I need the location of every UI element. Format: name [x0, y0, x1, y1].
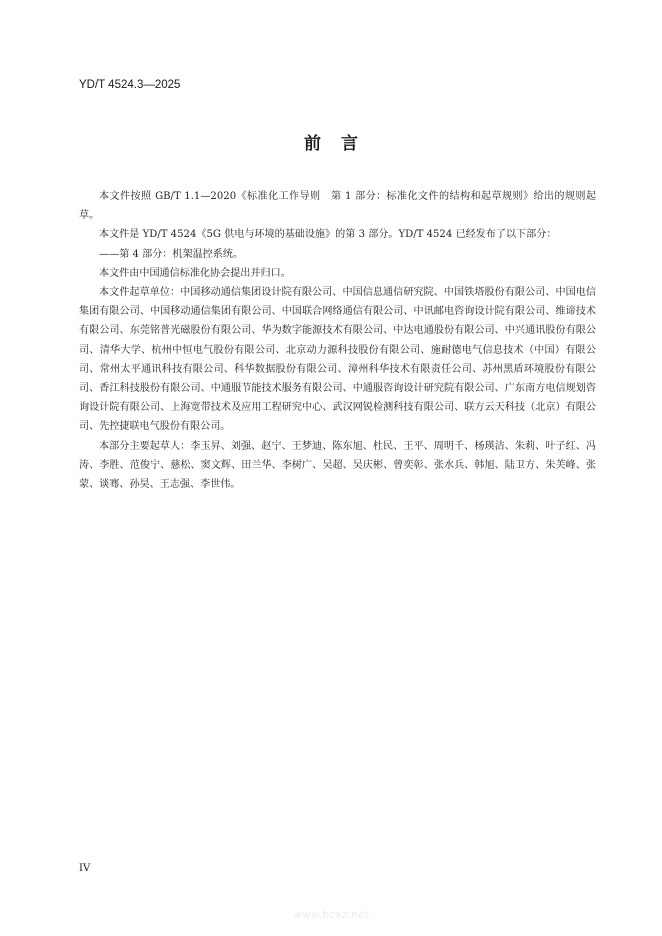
paragraph-drafting-units: 本文件起草单位：中国移动通信集团设计院有限公司、中国信息通信研究院、中国铁塔股份有限公司、中国电信集团有限公司、中国移动通信集团有限公司、中国联合网络通信有限公司、中讯邮电咨询设计院有限公司、维谛技术有限公司、东莞铭普光磁股份有限公司、华为数字能源技术有限公司、中达电通股份有限公司、中兴通讯股份有限公司、清华大学、杭州中恒电气股份有限公司、北京动力源科技股份有限公司、施耐德电气信息技术（中国）有限公司、常州太平通讯科技有限公司、科华数据股份有限公司、漳州科华技术有限责任公司、苏州黑盾环境股份有限公司、香江科技股份有限公司、中通服节能技术服务有限公司、中通服咨询设计研究院有限公司、广东南方电信规划咨询设计院有限公司、上海宽带技术及应用工程研究中心、武汉网锐检测科技有限公司、联方云天科技（北京）有限公司、先控捷联电气股份有限公司。: [79, 287, 596, 433]
page-title: 前言: [304, 134, 378, 154]
document-code: YD/T 4524.3—2025: [79, 79, 181, 91]
paragraph-proposer: 本文件由中国通信标准化协会提出并归口。: [99, 267, 291, 279]
paragraph-drafting-rules: 本文件按照 GB/T 1.1—2020《标准化工作导则 第 1 部分：标准化文件的结构和起草规则》给出的规则起草。: [79, 191, 596, 222]
page-number: IV: [79, 863, 91, 874]
paragraph-series-parts: 本文件是 YD/T 4524《5G 供电与环境的基础设施》的第 3 部分。YD/T 4524 已经发布了以下部分：: [99, 229, 557, 241]
list-item-part-4: ——第 4 部分：机架温控系统。: [99, 248, 244, 260]
paragraph-drafters: 本部分主要起草人：李玉昇、刘强、赵宁、王梦迪、陈东旭、杜民、王平、周明千、杨瑛洁、朱莉、叶子红、冯涛、李胜、范俊宁、慈松、窦文辉、田兰华、李树广、吴超、吴庆彬、曾奕彰、张水兵、韩旭、陆卫方、朱芙峰、张蒙、谈骞、孙昊、王志强、李世伟。: [79, 440, 596, 491]
watermark: www.bzxz.net: [292, 908, 370, 921]
document-body: [79, 187, 596, 494]
